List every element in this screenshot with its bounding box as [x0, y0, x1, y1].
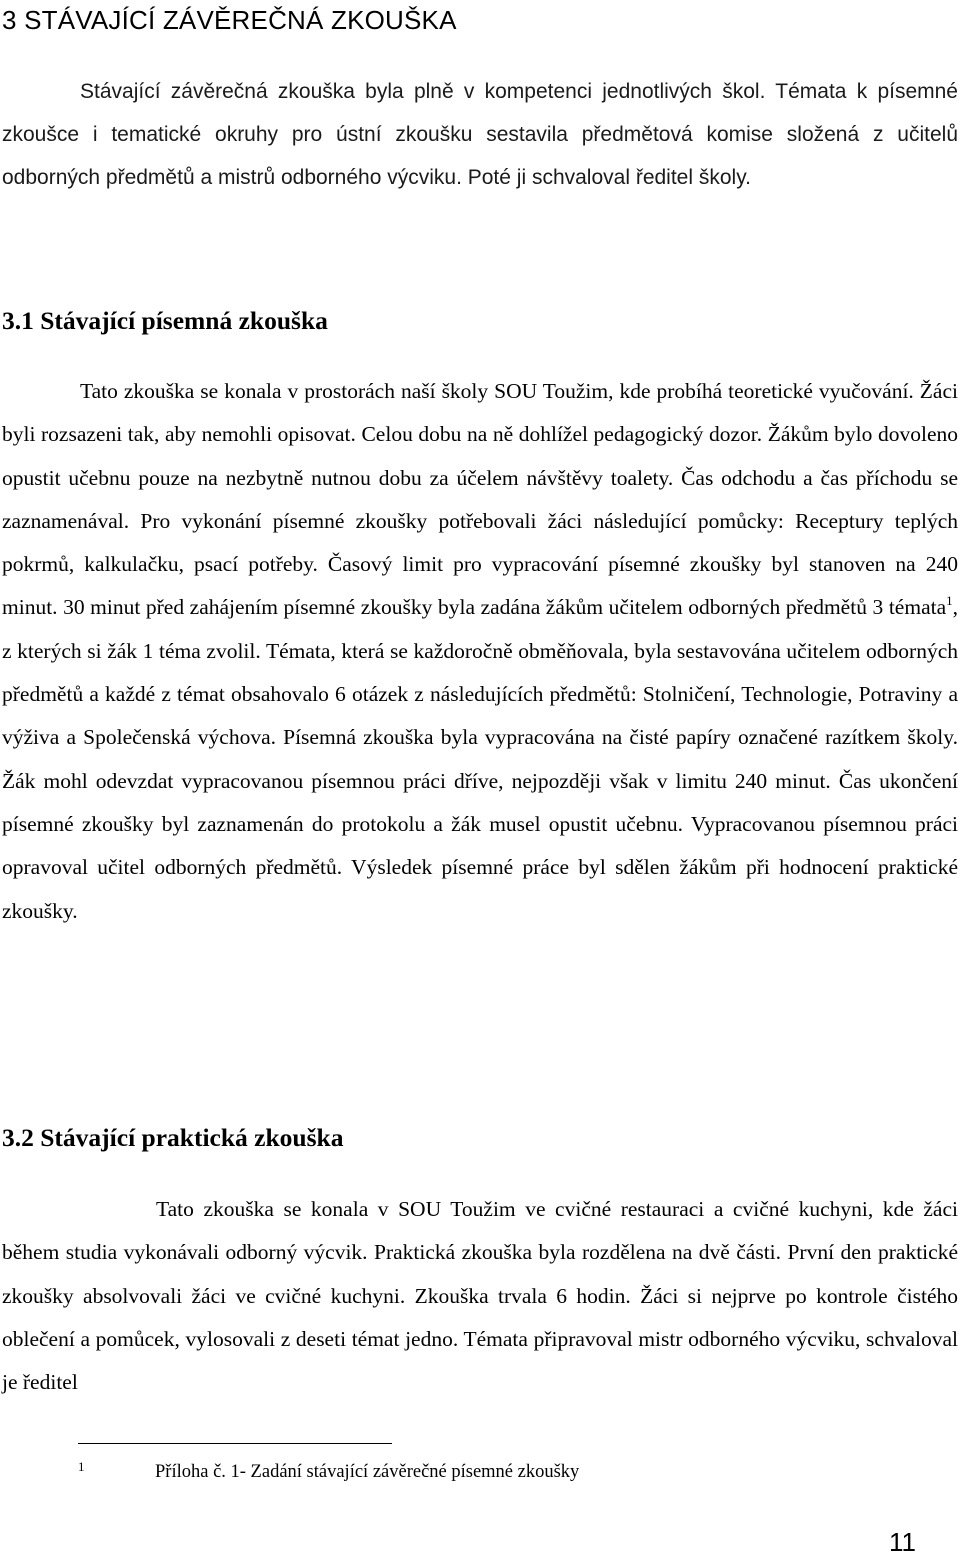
section-3-1-text-part-1: Tato zkouška se konala v prostorách naší školy SOU Toužim, kde probíhá teoretické vyučování. Žáci byli rozsazeni tak, aby nemohli opisovat. Celou dobu na ně dohlížel pedagogický dozor. Žákům bylo dovoleno opustit učebnu pouze na nezbytně nutnou dobu za účelem návštěvy toalety. Čas odchodu a čas příchodu se zaznamenával. Pro vykonání písemné zkoušky potřebovali žáci následující pomůcky: Receptury teplých pokrmů, kalkulačku, psací potřeby. Časový limit pro vypracování písemné zkoušky byl stanoven na 240 minut. 30 minut před zahájením písemné zkoušky byla zadána žákům učitelem odborných předmětů 3 témata: [2, 379, 958, 620]
page-number: 11: [889, 1527, 916, 1557]
footnote-separator: [78, 1443, 392, 1444]
footnote: 1 Příloha č. 1- Zadání stávající závěrečné písemné zkoušky: [78, 1459, 580, 1482]
section-3-2-paragraph: Tato zkouška se konala v SOU Toužim ve cvičné restauraci a cvičné kuchyni, kde žáci během studia vykonávali odborný výcvik. Praktická zkouška byla rozdělena na dvě části. První den praktické zkoušky absolvovali žáci ve cvičné kuchyni. Zkouška trvala 6 hodin. Žáci si nejprve po kontrole čistého oblečení a pomůcek, vylosovali z deseti témat jedno. Témata připravoval mistr odborného výcviku, schvaloval je ředitel: [2, 1197, 958, 1395]
chapter-intro-paragraph: Stávající závěrečná zkouška byla plně v kompetenci jednotlivých škol. Témata k písemné zkoušce i tematické okruhy pro ústní zkoušku sestavila předmětová komise složená z učitelů odborných předmětů a mistrů odborného výcviku. Poté ji schvaloval ředitel školy.: [2, 80, 958, 189]
section-3-1-text-part-2: , z kterých si žák 1 téma zvolil. Témata, která se každoročně obměňovala, byla sestavována učitelem odborných předmětů a každé z témat obsahovalo 6 otázek z následujících předmětů: Stolničení, Technologie, Potraviny a výživa a Společenská výchova. Písemná zkouška byla vypracována na čisté papíry označené razítkem školy. Žák mohl odevzdat vypracovanou písemnou práci dříve, nejpozději však v limitu 240 minut. Čas ukončení písemné zkoušky byl zaznamenán do protokolu a žák musel opustit učebnu. Vypracovanou písemnou práci opravoval učitel odborných předmětů. Výsledek písemné práce byl sdělen žákům při hodnocení praktické zkoušky.: [2, 595, 958, 923]
footnote-reference-mark: 1: [946, 593, 953, 609]
footnote-text: Příloha č. 1- Zadání stávající závěrečné písemné zkoušky: [155, 1462, 580, 1482]
section-3-1-heading: 3.1 Stávající písemná zkouška: [2, 306, 328, 335]
section-3-1-paragraph: [2, 370, 958, 933]
section-3-2-heading: 3.2 Stávající praktická zkouška: [2, 1123, 344, 1152]
chapter-heading: 3 STÁVAJÍCÍ ZÁVĚREČNÁ ZKOUŠKA: [2, 5, 457, 35]
